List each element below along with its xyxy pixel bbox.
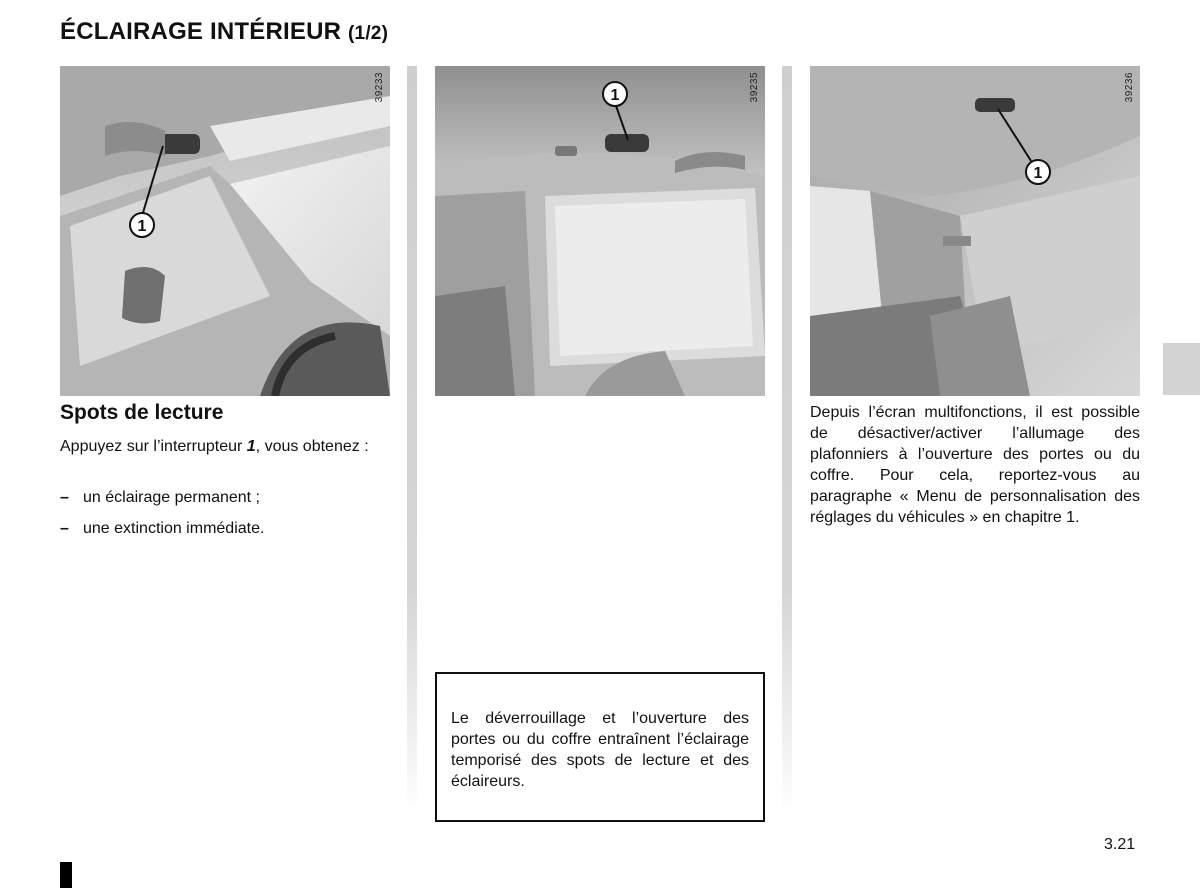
column-divider-left [407, 66, 417, 816]
column-divider-right [782, 66, 792, 816]
list-item-text: un éclairage permanent ; [83, 489, 260, 506]
photo-callout-label: 1 [610, 87, 620, 104]
photo-reference-code: 39236 [1124, 72, 1135, 103]
page-title [60, 18, 388, 46]
list-bullet: – [60, 489, 69, 506]
photo-rear-ceiling-light [435, 66, 765, 396]
page-title-main: ÉCLAIRAGE INTÉRIEUR [60, 18, 342, 45]
photo-callout-label: 1 [1033, 165, 1043, 182]
reading-spots-intro [60, 436, 390, 457]
page-number: 3.21 [1104, 836, 1136, 853]
photo-boot-ceiling-light [810, 66, 1140, 396]
section-heading-reading-spots: Spots de lecture [60, 401, 224, 424]
interior-photo-boot [810, 66, 1140, 396]
list-item [60, 487, 264, 508]
photo-reference-code: 39235 [749, 72, 760, 103]
lighting-options-list [60, 487, 264, 549]
page-title-part: (1/2) [348, 23, 389, 44]
list-bullet: – [60, 520, 69, 537]
switch-reference: 1 [246, 438, 256, 455]
intro-text-before: Appuyez sur l’interrupteur [60, 438, 247, 455]
multifunction-screen-text: Depuis l’écran multifonctions, il est possible de désactiver/activer l’allumage des plafonniers à l’ouverture des portes ou du coffre. Pour cela, reportez-vous au paragraphe « Menu de personnalisation des réglages du véhicules » en chapitre 1. [810, 404, 1140, 526]
interior-photo-front [60, 66, 390, 396]
note-box [435, 672, 765, 822]
chapter-thumb-tab [1163, 343, 1200, 395]
list-item-text: une extinction immédiate. [83, 520, 265, 537]
interior-photo-rear [435, 66, 765, 396]
note-text: Le déverrouillage et l’ouverture des portes ou du coffre entraînent l’éclairage temporisé des spots de lecture et des éclaireurs. [451, 710, 749, 790]
page-edge-mark [60, 862, 72, 888]
photo-reference-code: 39233 [374, 72, 385, 103]
photo-callout-label: 1 [137, 218, 147, 235]
list-item [60, 518, 264, 539]
intro-text-after: , vous obtenez : [255, 438, 369, 455]
photo-front-reading-spot [60, 66, 390, 396]
